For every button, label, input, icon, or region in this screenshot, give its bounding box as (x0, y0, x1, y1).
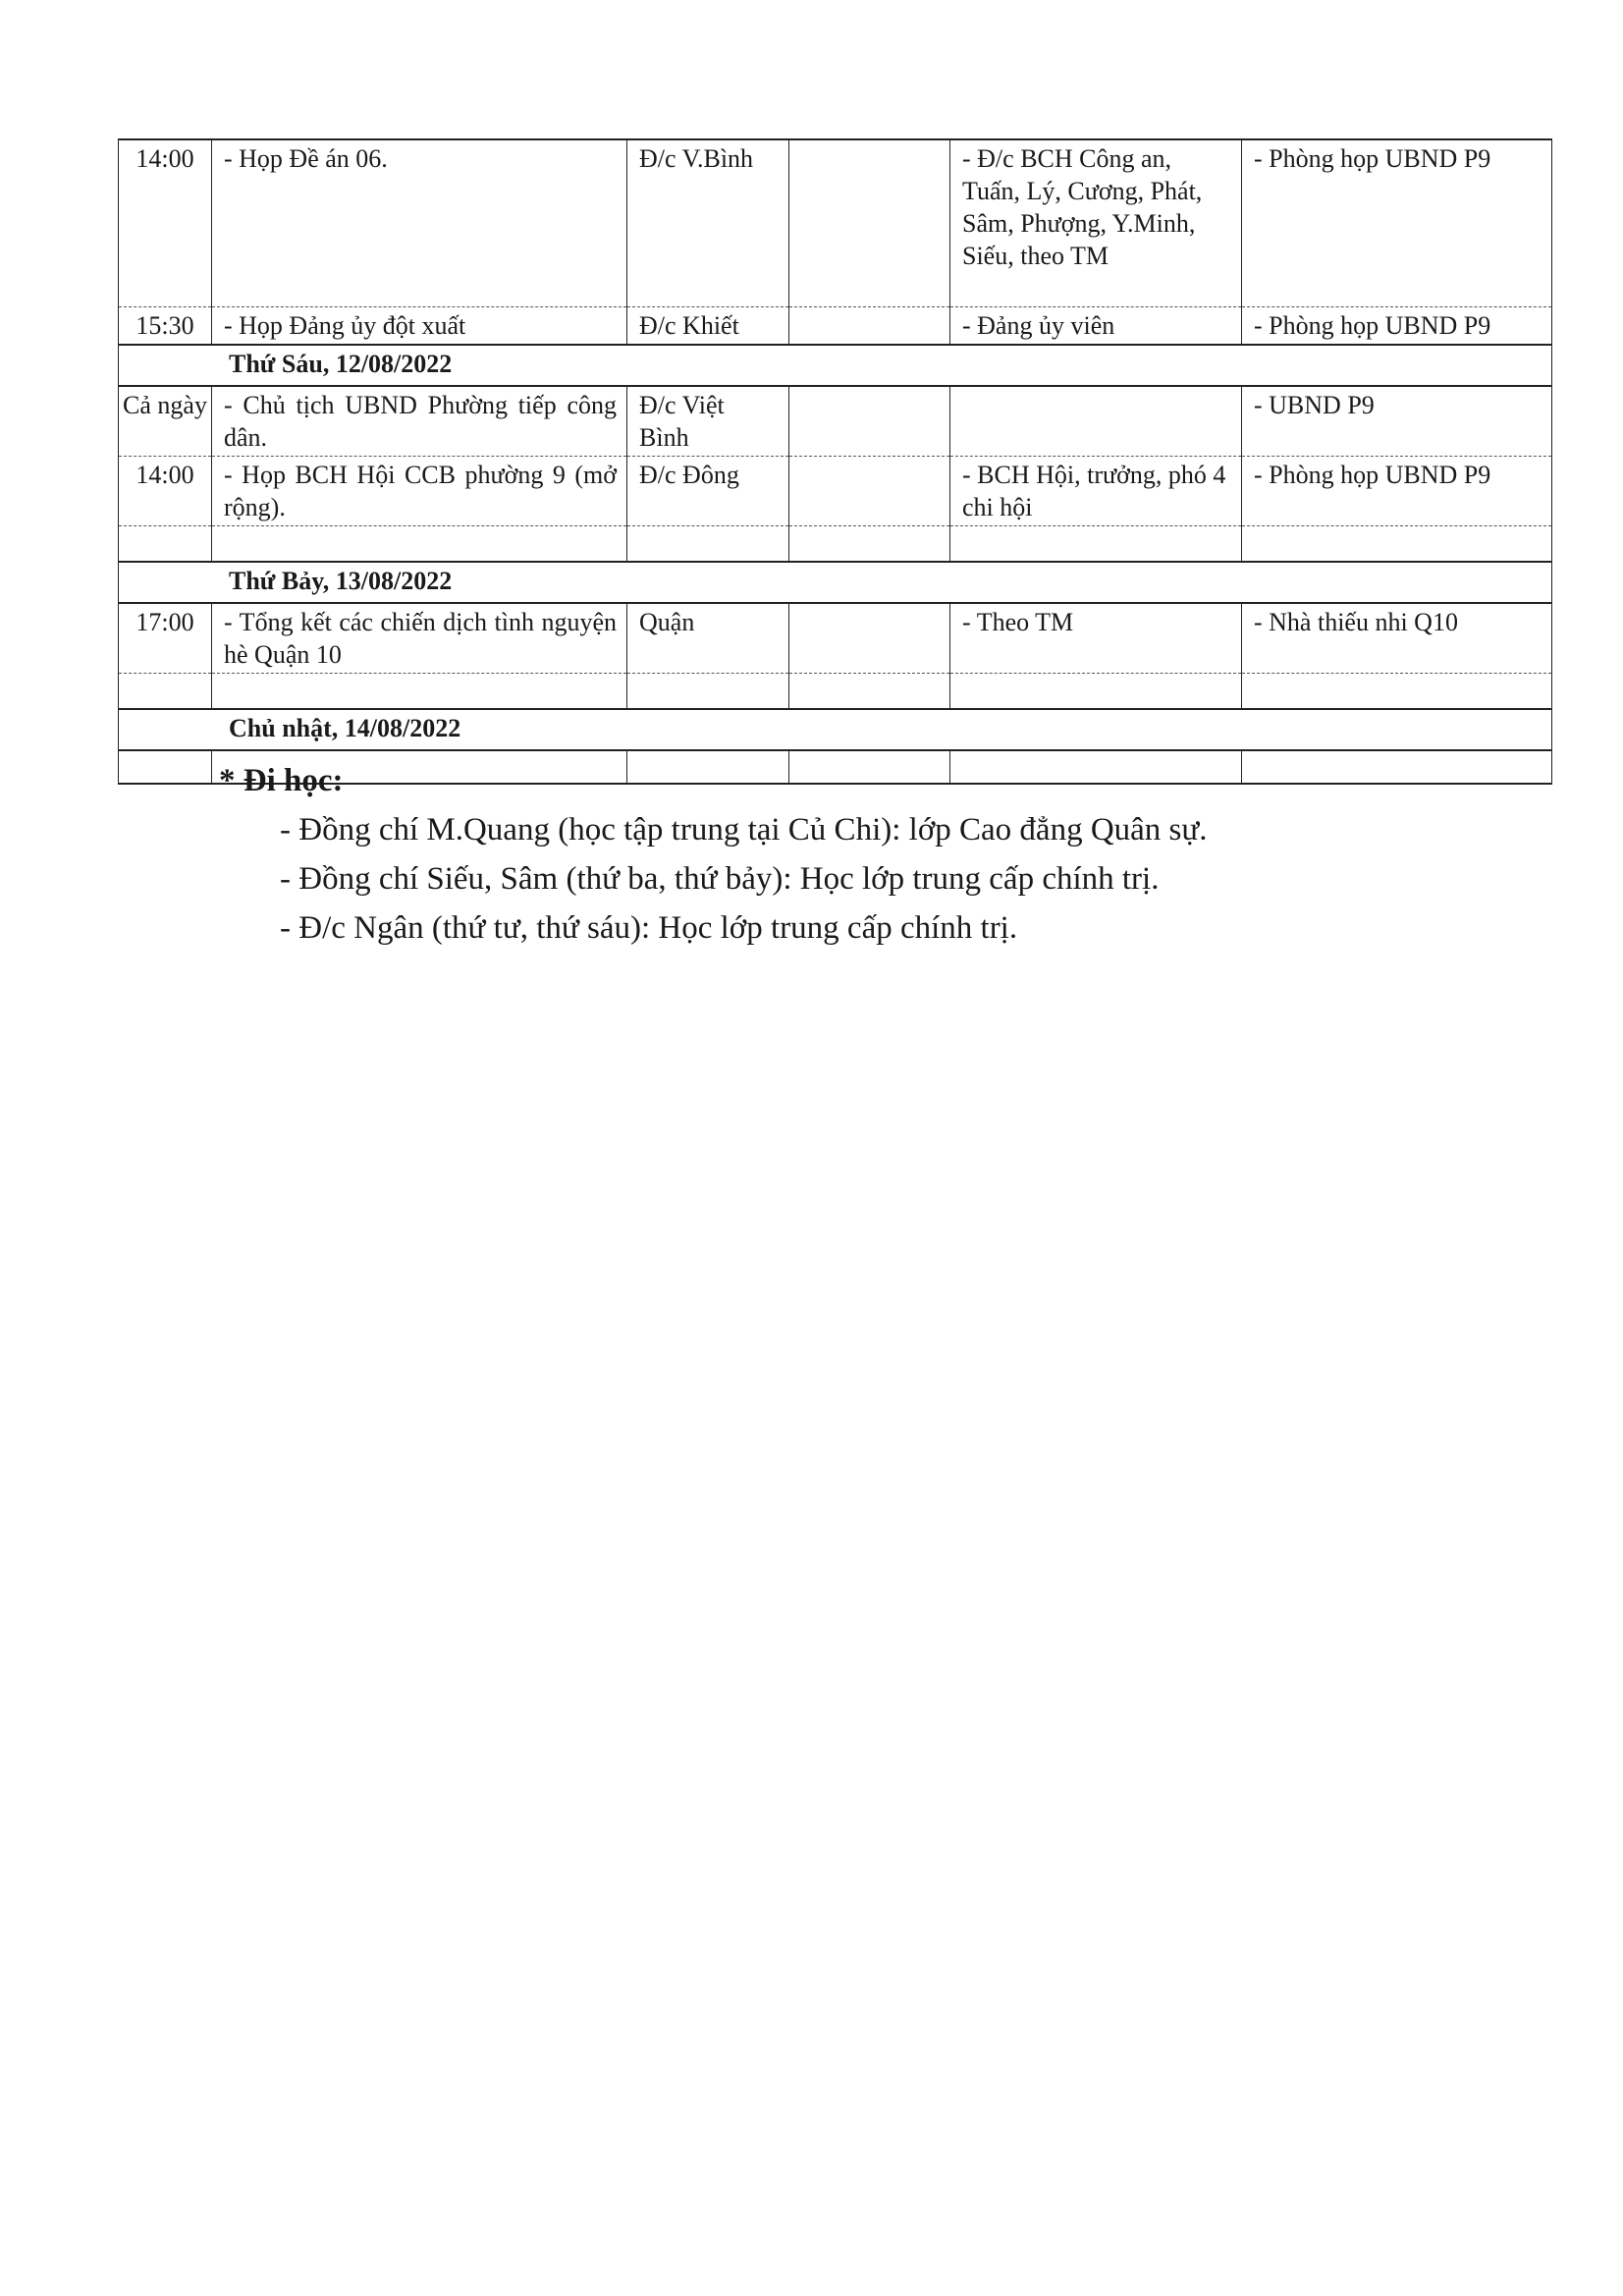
empty-cell (212, 674, 627, 710)
empty-cell (789, 674, 950, 710)
location-cell: - UBND P9 (1242, 386, 1552, 457)
lead-cell: Đ/c Khiết (627, 307, 789, 346)
content-cell: - Tổng kết các chiến dịch tình nguyện hè Quận 10 (212, 603, 627, 674)
empty-cell (789, 750, 950, 784)
content-cell: - Chủ tịch UBND Phường tiếp công dân. (212, 386, 627, 457)
time-cell: Cả ngày (119, 386, 212, 457)
table-row (119, 386, 1552, 457)
note-item: - Đ/c Ngân (thứ tư, thứ sáu): Học lớp trung cấp chính trị. (280, 910, 1018, 946)
content-cell: - Họp Đề án 06. (212, 139, 627, 307)
table-row (119, 307, 1552, 346)
location-cell: - Phòng họp UBND P9 (1242, 457, 1552, 526)
location-cell: - Phòng họp UBND P9 (1242, 139, 1552, 307)
table-row (119, 139, 1552, 307)
day-header-row (119, 562, 1552, 603)
empty-cell (1242, 674, 1552, 710)
empty-cell (212, 526, 627, 563)
table-row (119, 526, 1552, 563)
lead-cell: Đ/c Việt Bình (627, 386, 789, 457)
empty-cell (950, 750, 1242, 784)
content-cell: - Họp Đảng ủy đột xuất (212, 307, 627, 346)
day-header: Chủ nhật, 14/08/2022 (119, 709, 1552, 750)
table-row (119, 603, 1552, 674)
participants-cell: - Đ/c BCH Công an, Tuấn, Lý, Cương, Phát, Sâm, Phượng, Y.Minh, Siếu, theo TM (950, 139, 1242, 307)
day-header-row (119, 709, 1552, 750)
blank-cell (789, 386, 950, 457)
location-cell: - Nhà thiếu nhi Q10 (1242, 603, 1552, 674)
table-row (119, 457, 1552, 526)
empty-cell (1242, 526, 1552, 563)
empty-cell (119, 750, 212, 784)
content-cell: - Họp BCH Hội CCB phường 9 (mở rộng). (212, 457, 627, 526)
day-header-row (119, 345, 1552, 386)
participants-cell (950, 386, 1242, 457)
empty-cell (119, 674, 212, 710)
table-row (119, 674, 1552, 710)
empty-cell (950, 526, 1242, 563)
blank-cell (789, 457, 950, 526)
day-header: Thứ Bảy, 13/08/2022 (119, 562, 1552, 603)
empty-cell (950, 674, 1242, 710)
empty-cell (627, 750, 789, 784)
blank-cell (789, 307, 950, 346)
blank-cell (789, 139, 950, 307)
notes-heading: * Đi học: (219, 763, 344, 798)
lead-cell: Quận (627, 603, 789, 674)
empty-cell (627, 526, 789, 563)
participants-cell: - BCH Hội, trưởng, phó 4 chi hội (950, 457, 1242, 526)
lead-cell: Đ/c Đông (627, 457, 789, 526)
note-item: - Đồng chí Siếu, Sâm (thứ ba, thứ bảy): Học lớp trung cấp chính trị. (280, 861, 1160, 897)
location-cell: - Phòng họp UBND P9 (1242, 307, 1552, 346)
participants-cell: - Theo TM (950, 603, 1242, 674)
time-cell: 14:00 (119, 457, 212, 526)
empty-cell (1242, 750, 1552, 784)
note-item: - Đồng chí M.Quang (học tập trung tại Củ Chi): lớp Cao đẳng Quân sự. (280, 812, 1208, 847)
empty-cell (627, 674, 789, 710)
schedule-table (118, 138, 1552, 785)
time-cell: 15:30 (119, 307, 212, 346)
empty-cell (119, 526, 212, 563)
blank-cell (789, 603, 950, 674)
lead-cell: Đ/c V.Bình (627, 139, 789, 307)
day-header: Thứ Sáu, 12/08/2022 (119, 345, 1552, 386)
time-cell: 14:00 (119, 139, 212, 307)
time-cell: 17:00 (119, 603, 212, 674)
participants-cell: - Đảng ủy viên (950, 307, 1242, 346)
empty-cell (789, 526, 950, 563)
